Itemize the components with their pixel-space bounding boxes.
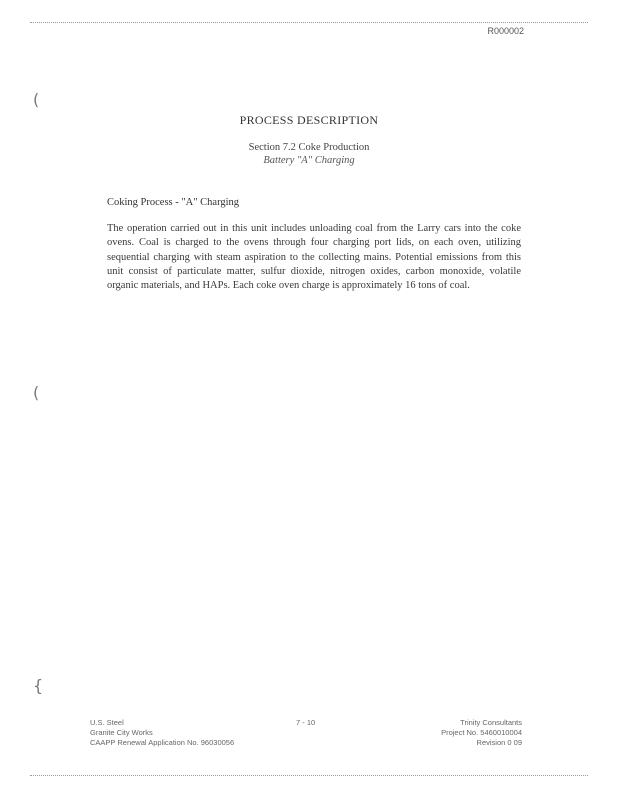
footer-facility: Granite City Works	[90, 728, 153, 737]
punch-hole-mark-bottom: {	[33, 676, 44, 695]
body-paragraph: The operation carried out in this unit includes unloading coal from the Larry cars into the coke ovens. Coal is charged to the ovens through four charging port lids, on each oven, utilizing sequential charging with steam aspiration to the collecting mains. Potential emissions from this unit consist of particulate matter, sulfur dioxide, nitrogen oxides, carbon monoxide, volatile organic materials, and HAPs. Each coke oven charge is approximately 16 tons of coal.	[107, 223, 521, 292]
footer-project-number: Project No. 5460010004	[441, 728, 522, 737]
footer-application: CAAPP Renewal Application No. 96030056	[90, 738, 235, 747]
page-title: PROCESS DESCRIPTION	[239, 113, 379, 127]
scan-edge-top	[30, 22, 588, 23]
paragraph-heading: Coking Process - "A" Charging	[107, 197, 240, 208]
footer-revision: Revision 0 09	[476, 738, 522, 747]
footer-right	[441, 718, 522, 748]
footer-consultant: Trinity Consultants	[460, 718, 522, 727]
scan-edge-bottom	[30, 775, 588, 776]
punch-hole-mark-middle: (	[33, 383, 40, 402]
document-id: R000002	[487, 26, 524, 36]
punch-hole-mark-top: (	[33, 90, 40, 109]
footer-left	[90, 718, 234, 748]
footer-company: U.S. Steel	[90, 718, 124, 727]
subsection-title: Battery "A" Charging	[263, 155, 355, 166]
section-title: Section 7.2 Coke Production	[248, 142, 370, 153]
page-number: 7 - 10	[296, 718, 316, 727]
